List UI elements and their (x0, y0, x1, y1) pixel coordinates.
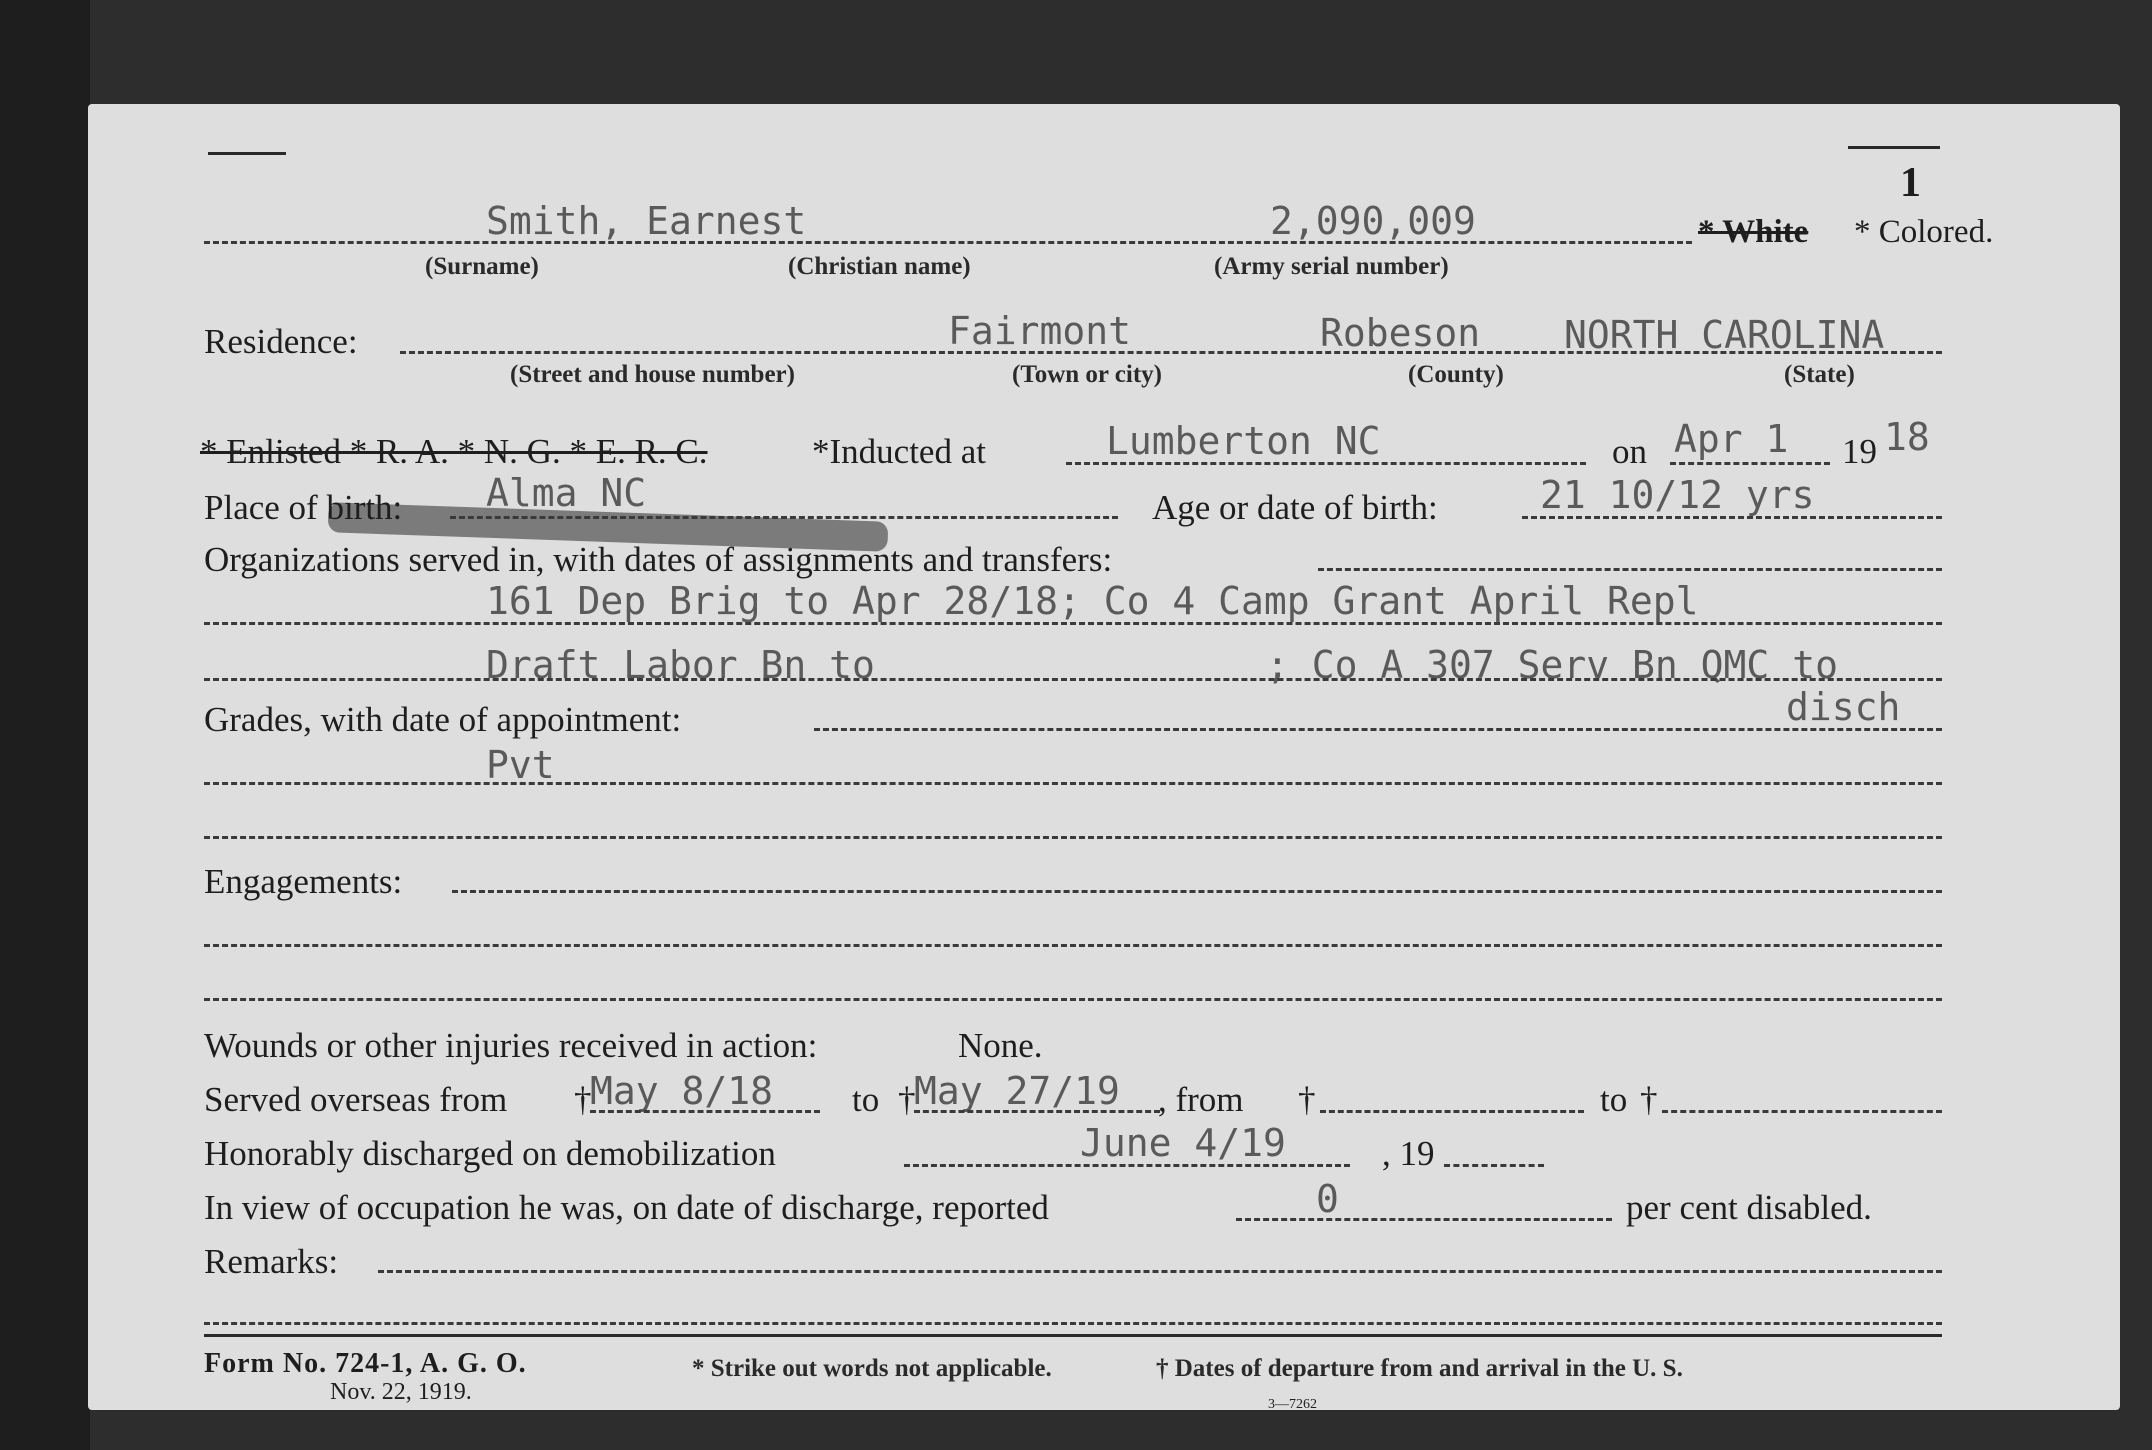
state-value: NORTH CAROLINA (1564, 313, 1885, 357)
age-line (1522, 516, 1942, 519)
on-label: on (1612, 432, 1647, 471)
discharge-year: , 19 (1382, 1134, 1435, 1173)
race-colored: * Colored. (1854, 214, 1994, 250)
birthplace-value: Alma NC (486, 471, 647, 515)
engagements-label: Engagements: (204, 862, 403, 901)
name-line (204, 241, 1692, 244)
surname-label: (Surname) (425, 253, 539, 280)
town-label: (Town or city) (1012, 361, 1162, 388)
footnote-strike: * Strike out words not applicable. (692, 1355, 1052, 1382)
remarks-line-1 (204, 1322, 1942, 1325)
serial-label: (Army serial number) (1214, 253, 1449, 280)
engagements-line-0 (452, 890, 1942, 893)
wounds-value: None. (958, 1026, 1043, 1065)
town-value: Fairmont (948, 309, 1132, 353)
name-value: Smith, Earnest (486, 199, 807, 243)
induction-year-value: 18 (1884, 415, 1930, 459)
organizations-line-2 (204, 678, 1942, 681)
second-to-line (1662, 1110, 1942, 1113)
page-number: 1 (1900, 160, 1921, 206)
grades-line-0 (814, 728, 1942, 731)
enlisted-options: * Enlisted * R. A. * N. G. * E. R. C. (200, 432, 708, 471)
dagger-mark: † (574, 1080, 592, 1119)
organizations-line-2b-value: ; Co A 307 Serv Bn QMC to (1266, 643, 1838, 687)
organizations-line-1-value: 161 Dep Brig to Apr 28/18; Co 4 Camp Grant April Repl (486, 579, 1699, 623)
second-from-line (1320, 1110, 1584, 1113)
county-value: Robeson (1320, 311, 1481, 355)
top-right-rule (1848, 146, 1940, 149)
overseas-from-line (590, 1110, 820, 1113)
footnote-dates: † Dates of departure from and arrival in the U. S. (1156, 1355, 1683, 1382)
overseas-from-value: May 8/18 (590, 1069, 774, 1113)
grade-value: Pvt (486, 743, 555, 787)
service-record-card (88, 104, 2120, 1410)
dagger-mark: † (1298, 1080, 1316, 1119)
discharge-label: Honorably discharged on demobilization (204, 1134, 776, 1173)
year-prefix: 19 (1842, 432, 1877, 471)
inducted-place-value: Lumberton NC (1106, 419, 1381, 463)
disability-value: 0 (1316, 1177, 1339, 1221)
overseas-to-label: to (852, 1080, 880, 1119)
overseas-label: Served overseas from (204, 1080, 508, 1119)
birthplace-line (450, 516, 1118, 519)
disability-label: In view of occupation he was, on date of discharge, reported (204, 1188, 1049, 1227)
disability-suffix: per cent disabled. (1626, 1188, 1872, 1227)
grades-line-1 (204, 782, 1942, 785)
top-left-rule (208, 152, 286, 155)
dagger-mark: † (898, 1080, 916, 1119)
residence-line (400, 351, 1942, 354)
organizations-line-3-value: disch (1786, 685, 1901, 729)
print-code: 3—7262 (1268, 1397, 1317, 1412)
grades-line-2 (204, 836, 1942, 839)
organizations-line-0 (1318, 568, 1942, 571)
footer-rule (204, 1334, 1942, 1337)
engagements-line-1 (204, 944, 1942, 947)
organizations-label: Organizations served in, with dates of assignments and transfers: (204, 540, 1113, 579)
to2-label: to (1600, 1080, 1628, 1119)
discharge-line (904, 1164, 1350, 1167)
discharge-value: June 4/19 (1080, 1121, 1286, 1165)
overseas-to-line (914, 1110, 1160, 1113)
engagements-line-2 (204, 998, 1942, 1001)
remarks-line-0 (378, 1270, 1942, 1273)
residence-label: Residence: (204, 322, 358, 361)
inducted-line (1066, 462, 1586, 465)
form-date: Nov. 22, 1919. (330, 1379, 472, 1405)
induction-date-value: Apr 1 (1674, 417, 1789, 461)
birthplace-label: Place of birth: (204, 488, 403, 527)
dagger-mark: † (1640, 1080, 1658, 1119)
scanner-background (0, 0, 90, 1450)
race-white: * White (1698, 214, 1809, 250)
street-label: (Street and house number) (510, 361, 795, 388)
inducted-label: *Inducted at (812, 432, 986, 471)
discharge-year-line (1444, 1164, 1544, 1167)
from-label: , from (1158, 1080, 1244, 1119)
organizations-line-2a-value: Draft Labor Bn to (486, 643, 875, 687)
serial-value: 2,090,009 (1270, 199, 1476, 243)
wounds-label: Wounds or other injuries received in action: (204, 1026, 818, 1065)
form-number: Form No. 724-1, A. G. O. (204, 1348, 527, 1379)
age-label: Age or date of birth: (1152, 488, 1438, 527)
grades-label: Grades, with date of appointment: (204, 700, 682, 739)
remarks-label: Remarks: (204, 1242, 339, 1281)
christian-name-label: (Christian name) (788, 253, 971, 280)
county-label: (County) (1408, 361, 1504, 388)
organizations-line-1 (204, 622, 1942, 625)
age-value: 21 10/12 yrs (1540, 473, 1815, 517)
overseas-to-value: May 27/19 (914, 1069, 1120, 1113)
induction-date-line (1670, 462, 1830, 465)
state-label: (State) (1784, 361, 1855, 388)
disability-line (1236, 1218, 1612, 1221)
